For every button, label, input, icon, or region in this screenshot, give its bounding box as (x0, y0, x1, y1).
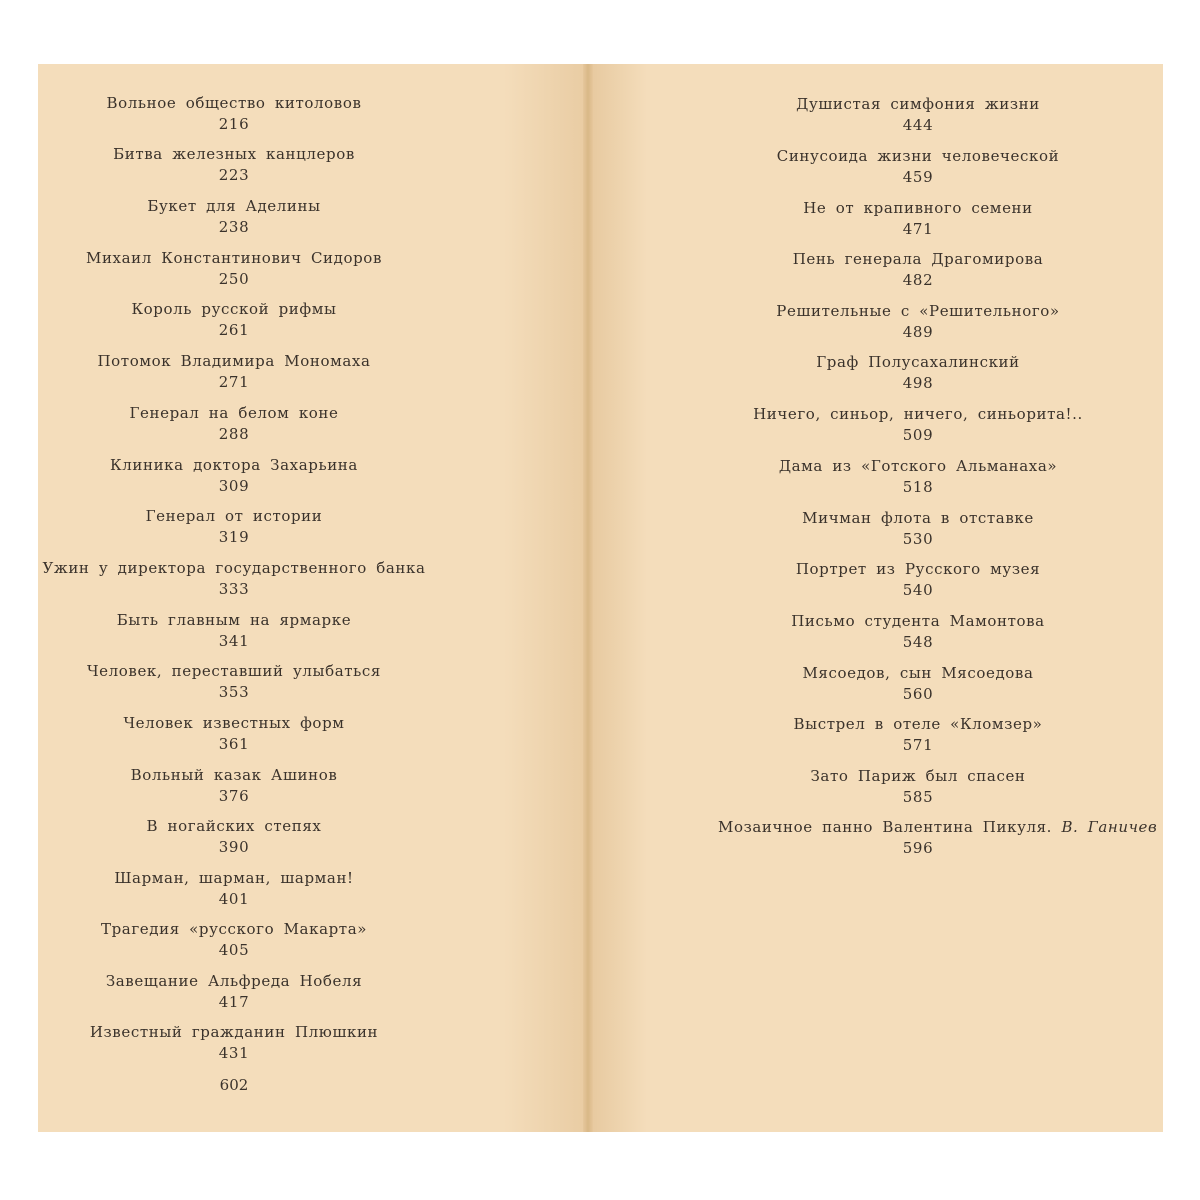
toc-entry-title: Пень генерала Драгомирова (792, 250, 1044, 268)
toc-entry (718, 405, 1118, 444)
toc-entry-title: Письмо студента Мамонтова (791, 612, 1045, 630)
toc-entry-page: 376 (218, 787, 250, 805)
toc-entry (38, 507, 430, 546)
toc-entry (38, 766, 430, 805)
toc-entry (38, 94, 430, 133)
toc-entry-title: Битва железных канцлеров (113, 145, 355, 163)
toc-entry (38, 559, 430, 598)
toc-entry-page: 319 (218, 528, 250, 546)
toc-entry-page: 596 (902, 839, 934, 857)
toc-entry-title: Душистая симфония жизни (796, 95, 1040, 113)
toc-entry-page: 261 (218, 321, 250, 339)
toc-entry-page: 216 (218, 115, 250, 133)
toc-entry-page: 271 (218, 373, 250, 391)
toc-entry-title (718, 818, 1158, 836)
toc-entry (718, 353, 1118, 392)
toc-entry-page: 353 (218, 683, 250, 701)
toc-entry-title: Зато Париж был спасен (810, 767, 1026, 785)
toc-entry-title: Дама из «Готского Альманаха» (778, 457, 1058, 475)
toc-entry (38, 817, 430, 856)
toc-entry (718, 199, 1118, 238)
book-spread (38, 64, 1163, 1132)
toc-entry (718, 457, 1118, 496)
toc-entry-page: 341 (218, 632, 250, 650)
toc-entry-page: 417 (218, 993, 250, 1011)
toc-entry (38, 352, 430, 391)
toc-entry-title: Мичман флота в отставке (802, 509, 1034, 527)
toc-entry (38, 714, 430, 753)
toc-entry-page: 471 (902, 220, 934, 238)
toc-entry-page: 530 (902, 530, 934, 548)
toc-entry (718, 250, 1118, 289)
toc-entry-title: Михаил Константинович Сидоров (85, 249, 382, 267)
toc-entry (38, 869, 430, 908)
toc-entry-title: Генерал от истории (145, 507, 323, 525)
toc-entry-title: Человек известных форм (123, 714, 345, 732)
toc-entry-title: Букет для Аделины (147, 197, 321, 215)
toc-entry-title: Быть главным на ярмарке (116, 611, 352, 629)
toc-entry (38, 456, 430, 495)
toc-entry-title: Ничего, синьор, ничего, синьорита!.. (753, 405, 1083, 423)
toc-entry-title: Вольный казак Ашинов (130, 766, 338, 784)
toc-entry-title: В ногайских степях (146, 817, 322, 835)
toc-entry-title-text: Мозаичное панно Валентина Пикуля. (718, 818, 1053, 836)
toc-entry-page: 498 (902, 374, 934, 392)
toc-entry-title: Мясоедов, сын Мясоедова (802, 664, 1034, 682)
toc-entry-title: Вольное общество китоловов (106, 94, 362, 112)
toc-entry (718, 612, 1118, 651)
toc-entry-title: Граф Полусахалинский (816, 353, 1020, 371)
toc-entry (38, 249, 430, 288)
toc-entry (38, 300, 430, 339)
toc-entry (718, 664, 1118, 703)
toc-entry-page: 223 (218, 166, 250, 184)
toc-entry (38, 197, 430, 236)
toc-entry (718, 715, 1118, 754)
toc-entry-page: 401 (218, 890, 250, 908)
toc-entry (38, 920, 430, 959)
toc-entry-page: 560 (902, 685, 934, 703)
toc-entry (718, 95, 1118, 134)
toc-entry-title: Клиника доктора Захарьина (110, 456, 358, 474)
toc-entry (38, 972, 430, 1011)
toc-entry (38, 404, 430, 443)
toc-entry-title: Не от крапивного семени (803, 199, 1033, 217)
toc-entry-title: Король русской рифмы (131, 300, 337, 318)
toc-entry-page: 333 (218, 580, 250, 598)
toc-entry-title: Выстрел в отеле «Кломзер» (793, 715, 1043, 733)
toc-entry-page: 540 (902, 581, 934, 599)
toc-entry-title: Завещание Альфреда Нобеля (105, 972, 363, 990)
toc-entry (38, 145, 430, 184)
toc-entry-page: 482 (902, 271, 934, 289)
toc-entry-title: Шарман, шарман, шарман! (114, 869, 354, 887)
toc-entry-title: Известный гражданин Плюшкин (89, 1023, 379, 1041)
toc-entry-page: 390 (218, 838, 250, 856)
toc-entry-page: 548 (902, 633, 934, 651)
book-gutter (583, 64, 593, 1132)
toc-entry (38, 1023, 430, 1062)
page-number-folio: 602 (219, 1076, 249, 1094)
toc-entry-title: Трагедия «русского Макарта» (100, 920, 368, 938)
toc-entry-page: 361 (218, 735, 250, 753)
toc-entry (718, 818, 1158, 857)
toc-entry-title: Генерал на белом коне (129, 404, 339, 422)
toc-entry-page: 405 (218, 941, 250, 959)
toc-entry (718, 147, 1118, 186)
toc-entry-page: 509 (902, 426, 934, 444)
toc-entry-page: 250 (218, 270, 250, 288)
toc-entry-title: Потомок Владимира Мономаха (97, 352, 371, 370)
toc-entry-title: Синусоида жизни человеческой (776, 147, 1060, 165)
toc-entry-title: Ужин у директора государственного банка (42, 559, 426, 577)
toc-entry-title: Портрет из Русского музея (795, 560, 1041, 578)
toc-entry-title: Решительные с «Решительного» (776, 302, 1060, 320)
toc-entry-page: 431 (218, 1044, 250, 1062)
toc-entry-page: 459 (902, 168, 934, 186)
toc-entry (38, 662, 430, 701)
toc-entry-page: 309 (218, 477, 250, 495)
toc-entry-author: В. Ганичев (1061, 818, 1158, 836)
toc-entry (718, 560, 1118, 599)
toc-entry (718, 509, 1118, 548)
toc-entry-page: 489 (902, 323, 934, 341)
toc-entry-title: Человек, переставший улыбаться (86, 662, 381, 680)
toc-entry-page: 571 (902, 736, 934, 754)
toc-entry-page: 518 (902, 478, 934, 496)
toc-entry-page: 585 (902, 788, 934, 806)
toc-entry-page: 238 (218, 218, 250, 236)
toc-entry (718, 767, 1118, 806)
toc-entry-page: 444 (902, 116, 934, 134)
toc-entry (718, 302, 1118, 341)
toc-entry-page: 288 (218, 425, 250, 443)
toc-entry (38, 611, 430, 650)
